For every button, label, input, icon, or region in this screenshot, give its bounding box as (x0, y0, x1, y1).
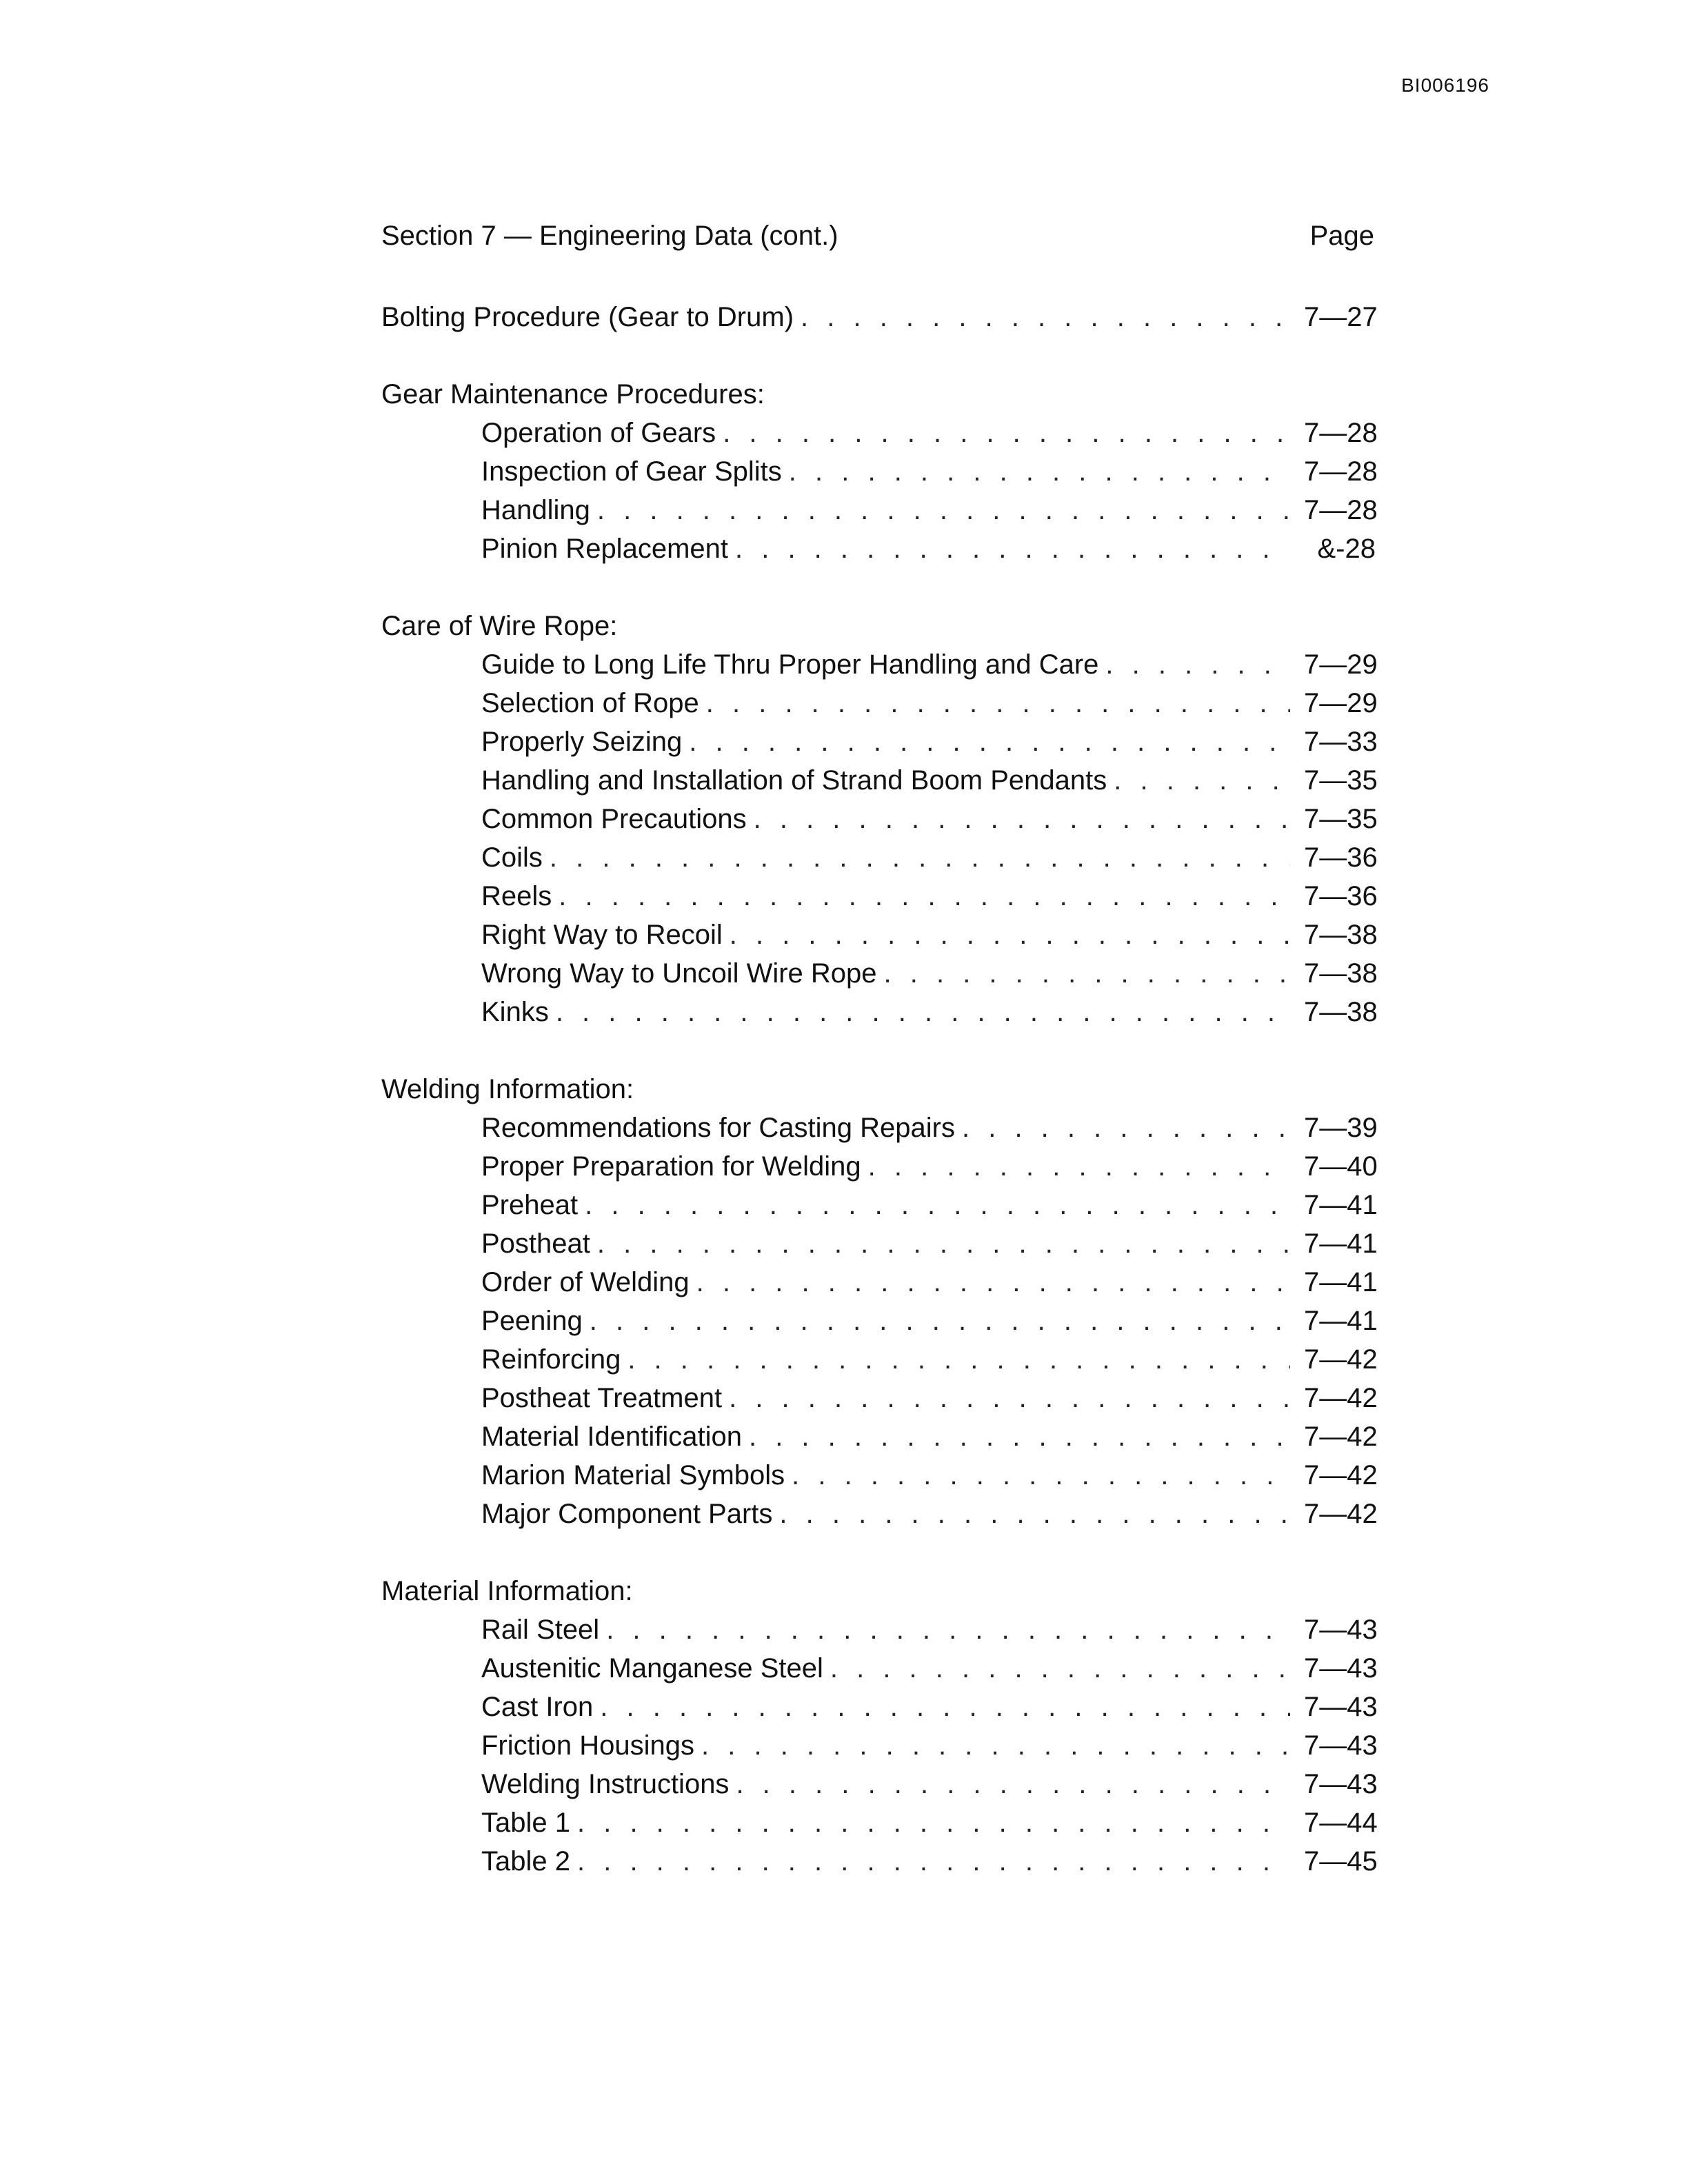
toc-entry-page: 7—38 (1304, 920, 1378, 950)
dot-leader (577, 1842, 1290, 1881)
toc-entry-page: 7—45 (1304, 1846, 1378, 1877)
toc-entry (381, 1417, 1376, 1456)
toc-entry-label: Major Component Parts (481, 1499, 773, 1529)
toc-entry-page: 7—43 (1304, 1653, 1378, 1684)
toc-entry (381, 1688, 1376, 1726)
dot-leader (585, 1186, 1290, 1224)
toc-entry-label: Recommendations for Casting Repairs (481, 1113, 955, 1143)
toc-entry-label: Right Way to Recoil (481, 920, 723, 950)
toc-entry (381, 1302, 1376, 1340)
toc-entry (381, 1765, 1376, 1803)
dot-leader (627, 1340, 1290, 1379)
toc-entry-label: Handling (481, 495, 590, 525)
toc-section (381, 1070, 1376, 1533)
toc-entry-label: Rail Steel (481, 1615, 600, 1645)
dot-leader (559, 877, 1290, 916)
toc-entry-page: 7—42 (1304, 1344, 1378, 1375)
toc-entry (381, 1456, 1376, 1495)
toc-entry-label: Pinion Replacement (481, 534, 728, 564)
toc-entry (381, 800, 1376, 838)
toc-sections (381, 375, 1376, 1881)
dot-leader (884, 954, 1290, 993)
toc-entry-label: Kinks (481, 997, 549, 1027)
toc-entry-label: Friction Housings (481, 1730, 695, 1761)
toc-entry-label: Welding Instructions (481, 1769, 730, 1799)
dot-leader (779, 1495, 1290, 1533)
toc-entry (381, 722, 1376, 761)
toc-entry-page: 7—42 (1304, 1499, 1378, 1529)
toc-entry-label: Postheat (481, 1228, 590, 1259)
toc-entry (381, 645, 1376, 684)
toc-entry-label: Handling and Installation of Strand Boom Pendants (481, 765, 1107, 796)
dot-leader (706, 684, 1290, 722)
toc-entry-label: Peening (481, 1306, 583, 1336)
toc-entry-label: Selection of Rope (481, 688, 699, 718)
toc-entry (381, 1842, 1376, 1881)
toc-entry-label: Wrong Way to Uncoil Wire Rope (481, 958, 877, 989)
toc-entry (381, 954, 1376, 993)
toc-section (381, 375, 1376, 568)
toc-entry (381, 1224, 1376, 1263)
page-column-heading: Page (1309, 221, 1374, 251)
toc-entry-label: Cast Iron (481, 1692, 594, 1722)
dot-leader (735, 529, 1290, 568)
dot-leader (701, 1726, 1290, 1765)
toc-entry (381, 877, 1376, 916)
toc-entry-page: 7—41 (1304, 1228, 1378, 1259)
toc-entry-page: 7—42 (1304, 1383, 1378, 1413)
toc-entry-page: 7—38 (1304, 997, 1378, 1027)
toc-entry (381, 1610, 1376, 1649)
toc-entry-label: Bolting Procedure (Gear to Drum) (381, 302, 794, 332)
toc-entry-page: 7—39 (1304, 1113, 1378, 1143)
dot-leader (1114, 761, 1290, 800)
document-id: BI006196 (1401, 74, 1489, 96)
dot-leader (801, 298, 1290, 336)
toc-entry-label: Material Identification (481, 1422, 742, 1452)
dot-leader (689, 722, 1290, 761)
toc-entry-page: 7—36 (1304, 842, 1378, 873)
dot-leader (550, 838, 1290, 877)
dot-leader (696, 1263, 1290, 1302)
toc-entry (381, 529, 1376, 568)
toc-entry (381, 838, 1376, 877)
toc-entry (381, 684, 1376, 722)
dot-leader (729, 1379, 1290, 1417)
table-of-contents (381, 221, 1376, 1919)
dot-leader (730, 916, 1290, 954)
toc-entry-page: 7—35 (1304, 765, 1378, 796)
toc-entry-label: Coils (481, 842, 543, 873)
toc-entry (381, 1340, 1376, 1379)
dot-leader (597, 1224, 1290, 1263)
toc-entry (381, 1147, 1376, 1186)
toc-entry-page: 7—41 (1304, 1306, 1378, 1336)
toc-entry-label: Reinforcing (481, 1344, 621, 1375)
toc-entry (381, 1495, 1376, 1533)
toc-entry-page: 7—41 (1304, 1190, 1378, 1220)
toc-entry-page: 7—42 (1304, 1422, 1378, 1452)
toc-entry-page: 7—29 (1304, 649, 1378, 680)
toc-entry (381, 1263, 1376, 1302)
dot-leader (577, 1803, 1290, 1842)
dot-leader (1105, 645, 1290, 684)
toc-entry (381, 1803, 1376, 1842)
toc-entry-page: 7—27 (1304, 302, 1378, 332)
toc-entry-label: Preheat (481, 1190, 579, 1220)
toc-entry (381, 1186, 1376, 1224)
toc-entry-page: 7—28 (1304, 418, 1378, 448)
toc-entry (381, 1379, 1376, 1417)
toc-entry-page: 7—33 (1304, 727, 1378, 757)
section-title: Welding Information: (381, 1074, 634, 1104)
dot-leader (597, 491, 1290, 529)
toc-entry-label: Proper Preparation for Welding (481, 1151, 861, 1182)
section-heading: Section 7 — Engineering Data (cont.) (381, 221, 838, 251)
toc-entry (381, 761, 1376, 800)
dot-leader (962, 1109, 1290, 1147)
toc-entry-page: 7—43 (1304, 1769, 1378, 1799)
toc-entry (381, 1649, 1376, 1688)
toc-entry-label: Austenitic Manganese Steel (481, 1653, 823, 1684)
toc-entry-page: 7—35 (1304, 804, 1378, 834)
toc-entry-label: Reels (481, 881, 552, 911)
toc-entry (381, 491, 1376, 529)
dot-leader (830, 1649, 1290, 1688)
dot-leader (606, 1610, 1290, 1649)
toc-entry-label: Common Precautions (481, 804, 747, 834)
toc-entry-label: Properly Seizing (481, 727, 683, 757)
toc-entry-label: Order of Welding (481, 1267, 690, 1297)
toc-entry-page: &-28 (1317, 534, 1376, 564)
dot-leader (792, 1456, 1290, 1495)
toc-entry-page: 7—38 (1304, 958, 1378, 989)
dot-leader (736, 1765, 1290, 1803)
toc-entry-page: 7—28 (1304, 495, 1378, 525)
toc-entry (381, 993, 1376, 1031)
toc-entry-page: 7—41 (1304, 1267, 1378, 1297)
toc-entry-page: 7—43 (1304, 1692, 1378, 1722)
toc-entry-page: 7—28 (1304, 456, 1378, 487)
dot-leader (868, 1147, 1290, 1186)
toc-entry-label: Guide to Long Life Thru Proper Handling and Care (481, 649, 1099, 680)
dot-leader (754, 800, 1290, 838)
toc-entry-page: 7—44 (1304, 1808, 1378, 1838)
top-entry-section (381, 298, 1376, 336)
section-title: Gear Maintenance Procedures: (381, 379, 765, 410)
toc-entry-page: 7—42 (1304, 1460, 1378, 1490)
dot-leader (590, 1302, 1290, 1340)
toc-entry (381, 452, 1376, 491)
toc-section (381, 1572, 1376, 1881)
toc-header (381, 221, 1376, 265)
toc-entry-label: Marion Material Symbols (481, 1460, 785, 1490)
toc-entry-page: 7—43 (1304, 1730, 1378, 1761)
toc-entry (381, 1109, 1376, 1147)
dot-leader (749, 1417, 1290, 1456)
toc-entry-page: 7—29 (1304, 688, 1378, 718)
dot-leader (789, 452, 1290, 491)
toc-entry (381, 916, 1376, 954)
section-title: Care of Wire Rope: (381, 611, 618, 641)
toc-entry-page: 7—43 (1304, 1615, 1378, 1645)
dot-leader (723, 414, 1290, 452)
dot-leader (600, 1688, 1290, 1726)
toc-entry-label: Table 1 (481, 1808, 570, 1838)
toc-section (381, 607, 1376, 1031)
dot-leader (556, 993, 1290, 1031)
toc-entry-label: Inspection of Gear Splits (481, 456, 782, 487)
toc-entry (381, 298, 1376, 336)
toc-entry-page: 7—36 (1304, 881, 1378, 911)
section-title: Material Information: (381, 1576, 633, 1606)
toc-entry-label: Table 2 (481, 1846, 570, 1877)
toc-entry-label: Operation of Gears (481, 418, 716, 448)
toc-entry-page: 7—40 (1304, 1151, 1378, 1182)
toc-entry (381, 1726, 1376, 1765)
toc-entry (381, 414, 1376, 452)
toc-entry-label: Postheat Treatment (481, 1383, 723, 1413)
